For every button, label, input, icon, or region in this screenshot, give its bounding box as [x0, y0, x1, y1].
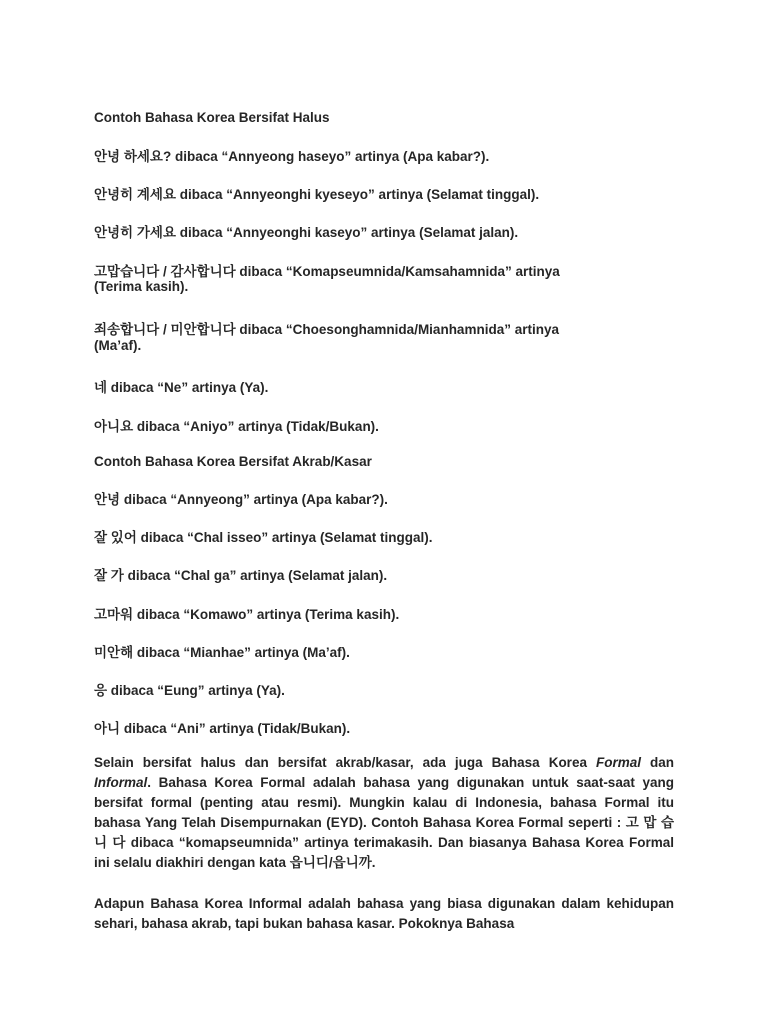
list-item: 아니요 dibaca “Aniyo” artinya (Tidak/Bukan). [94, 419, 379, 434]
list-item: 안녕 하세요? dibaca “Annyeong haseyo” artinya (Apa kabar?). [94, 149, 490, 164]
list-item: 고마워 dibaca “Komawo” artinya (Terima kasih). [94, 607, 400, 622]
list-item: 잘 있어 dibaca “Chal isseo” artinya (Selamat tinggal). [94, 530, 433, 545]
list-item: 안녕 dibaca “Annyeong” artinya (Apa kabar?). [94, 492, 388, 507]
heading-halus: Contoh Bahasa Korea Bersifat Halus [94, 110, 330, 125]
list-item: 안녕히 가세요 dibaca “Annyeonghi kaseyo” artinya (Selamat jalan). [94, 225, 519, 240]
list-item-continuation: (Terima kasih). [94, 279, 189, 294]
paragraph-text: Selain bersifat halus dan bersifat akrab/kasar, ada juga Bahasa Korea [94, 755, 596, 770]
paragraph-formal [94, 753, 674, 873]
informal-term: Informal [94, 775, 148, 790]
list-item: 네 dibaca “Ne” artinya (Ya). [94, 380, 269, 395]
list-item: 아니 dibaca “Ani” artinya (Tidak/Bukan). [94, 721, 351, 736]
paragraph-informal: Adapun Bahasa Korea Informal adalah bahasa yang biasa digunakan dalam kehidupan sehari, bahasa akrab, tapi bukan bahasa kasar. Pokoknya Bahasa [94, 896, 674, 931]
paragraph-text: dan [640, 755, 674, 770]
list-item: 응 dibaca “Eung” artinya (Ya). [94, 683, 285, 698]
heading-kasar: Contoh Bahasa Korea Bersifat Akrab/Kasar [94, 454, 372, 469]
list-item: 고맙습니다 / 감사합니다 dibaca “Komapseumnida/Kamsahamnida” artinya [94, 264, 560, 279]
list-item: 안녕히 계세요 dibaca “Annyeonghi kyeseyo” artinya (Selamat tinggal). [94, 187, 540, 202]
list-item: 죄송합니다 / 미안합니다 dibaca “Choesonghamnida/Mianhamnida” artinya [94, 322, 559, 337]
formal-term: Formal [595, 755, 641, 770]
list-item: 잘 가 dibaca “Chal ga” artinya (Selamat jalan). [94, 568, 388, 583]
paragraph-text: . Bahasa Korea Formal adalah bahasa yang digunakan untuk saat-saat yang bersifat formal (penting atau resmi). Mungkin kalau di Indonesia, bahasa Formal itu bahasa Yang Telah Disempurnakan (EYD). Contoh Bahasa Korea Formal seperti : 고 맙 습 니 다 dibaca “komapseumnida” artinya terimakasih. Dan biasanya Bahasa Korea Formal ini selalu diakhiri dengan kata 읍니디/읍니까. [94, 775, 674, 870]
list-item-continuation: (Ma’af). [94, 338, 142, 353]
list-item: 미안해 dibaca “Mianhae” artinya (Ma’af). [94, 645, 350, 660]
